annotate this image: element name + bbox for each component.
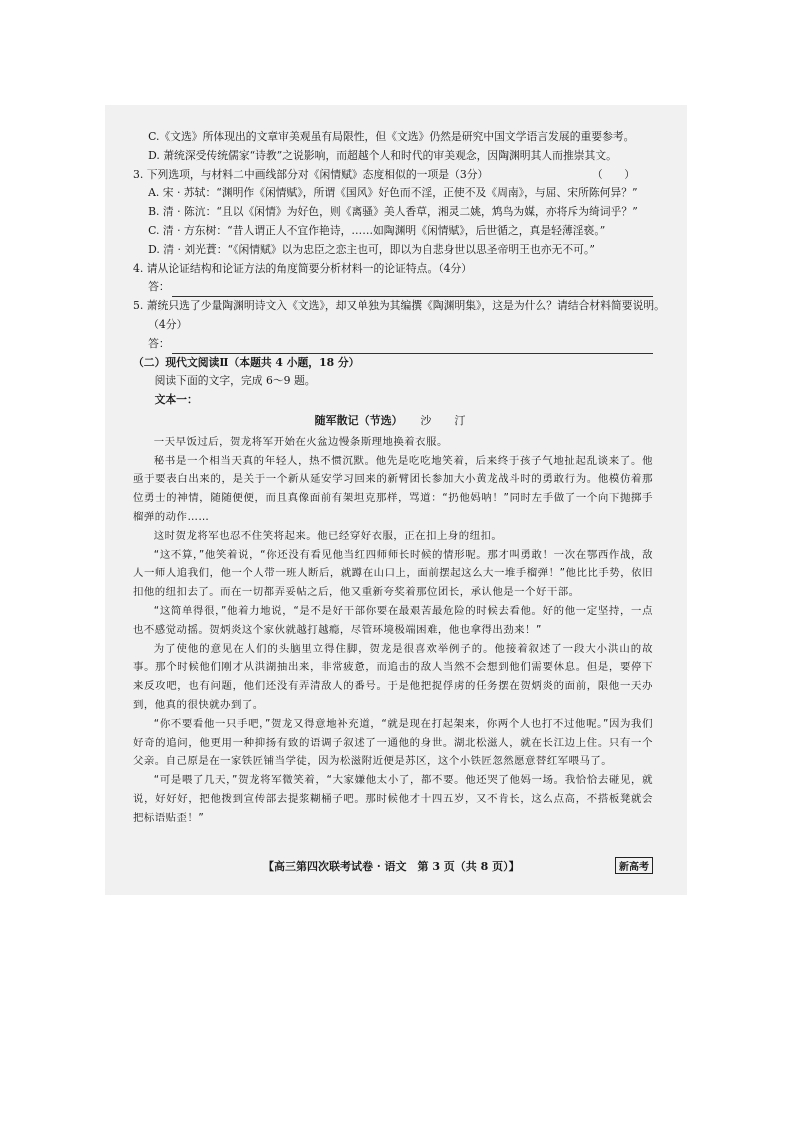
paragraph: 这时贺龙将军也忍不住笑将起来。他已经穿好衣服，正在扣上身的纽扣。 — [153, 529, 503, 542]
question-4-stem: 4. 请从论证结构和论证方法的角度简要分析材料一的论证特点。（4分） — [133, 261, 473, 275]
answer-label: 答： — [148, 280, 170, 294]
paragraph: “这不算，”他笑着说，“你还没有看见他当红四师师长时候的情形呢。那才叫勇敢！一次在鄂西作战，敌人一师人追我们，他一个人带一班人断后，就蹲在山口上，面前摆起这么大一堆手榴弹！”他比比手势，依旧扣他的纽扣去了。而在一切都弄妥帖之后，他又重新夸奖着那位团长，承认他是一个好干部。 — [133, 548, 653, 599]
section-heading: （二）现代文阅读Ⅱ（本题共 4 小题，18 分） — [133, 355, 360, 369]
q3-option-d: D. 清 · 刘光蕡：“《闲情赋》以为忠臣之恋主也可，即以为自悲身世以思圣帝明王也亦无不可。” — [148, 242, 595, 256]
question-4-answer-line[interactable] — [133, 278, 653, 297]
q3-option-c: C. 清 · 方东树：“昔人谓正人不宜作艳诗，……如陶渊明《闲情赋》，后世循之，真是轻薄淫亵。” — [148, 223, 606, 237]
answer-paren: （ ） — [591, 167, 635, 181]
q3-option-a: A. 宋 · 苏轼：“渊明作《闲情赋》，所谓《国风》好色而不淫，正使不及《周南》，与屈、宋所陈何异？” — [148, 186, 638, 200]
q3-option-b: B. 清 · 陈沆：“且以《闲情》为好色，则《离骚》美人香草，湘灵二姚，鸩鸟为媒，亦将斥为绮词乎？” — [148, 205, 638, 219]
paragraph: “可是喂了几天，”贺龙将军微笑着，“大家嫌他太小了，都不要。他还哭了他妈一场。我恰恰去碰见，就说，好好好，把他拨到宣传部去提浆糊桶子吧。那时候他才十四五岁，又不肯长，这么点高，不搭板凳就会把标语贴歪！” — [133, 774, 653, 824]
article-author: 沙 汀 — [420, 413, 472, 427]
question-3 — [133, 166, 653, 185]
paragraph: 一天早饭过后，贺龙将军开始在火盆边慢条斯理地换着衣服。 — [153, 435, 448, 448]
paragraph: “这简单得很，”他着力地说，“是不是好干部你要在最艰苦最危险的时候去看他。好的他一定坚持，一点也不感觉动摇。贺炳炎这个家伙就越打越瘾，尽管环境极端困难，他也拿得出劲来！” — [133, 604, 653, 636]
question-5-score: （4分） — [148, 317, 188, 331]
answer-label: 答： — [148, 336, 170, 350]
paragraph: 秘书是一个相当天真的年轻人，热不惯沉默。他先是吃吃地笑着，后来终于孩子气地扯起乱谈来了。他亟于要表白出来的，是关于一个新从延安学习回来的新臂团长参加大小黄龙战斗时的勇敢行为。他模仿着那位勇士的神情，随随便便，而且真像面前有架坦克那样，骂道：“扔他妈呐！”同时左手做了一个向下抛掷手榴弹的动作…… — [133, 454, 653, 523]
option-c-q2: C.《文选》所体现出的文章审美观虽有局限性，但《文选》仍然是研究中国文学语言发展的重要参考。 — [148, 130, 635, 143]
question-3-stem: 3. 下列选项，与材料二中画线部分对《闲情赋》态度相似的一项是（3分） — [133, 167, 489, 181]
text-label: 文本一： — [154, 393, 198, 407]
article-body — [133, 433, 653, 828]
answer-rule — [172, 341, 653, 354]
paragraph: “你不要看他一只手吧，”贺龙又得意地补充道，“就是现在打起架来，你两个人也打不过他呢。”因为我们好奇的追问，他更用一种抑扬有致的语调子叙述了一通他的身世。湖北松滋人，就在长江边上住。只有一个父亲。自己原是在一家铁匠铺当学徒，因为松滋附近便是苏区，这个小铁匠忽然愿意替红军喂马了。 — [133, 717, 653, 768]
question-5-answer-line[interactable] — [133, 335, 653, 354]
article-title: 随军散记（节选） — [314, 413, 403, 427]
exam-badge: 新高考 — [615, 857, 653, 874]
paragraph: 为了使他的意见在人们的头脑里立得住脚，贺龙是很喜欢举例子的。他接着叙述了一段大小洪山的故事。那个时候他们刚才从洪湖抽出来，非常疲惫，而追击的敌人当然不会想到他们需要休息。但是，要停下来反攻吧，也有问题，他们还没有弄清敌人的番号。于是他把捉俘虏的任务摆在贺炳炎的面前，限他一天办到，他真的很快就办到了。 — [133, 642, 653, 711]
section-instruction: 阅读下面的文字，完成 6～9 题。 — [154, 374, 316, 388]
footer-text: 【高三第四次联考试卷 · 语文 第 3 页（共 8 页）】 — [263, 860, 520, 873]
answer-rule — [172, 284, 653, 297]
exam-content — [133, 128, 665, 827]
option-d-q2: D. 萧统深受传统儒家“诗教”之说影响，而超越个人和时代的审美观念，因陶渊明其人而推崇其文。 — [148, 148, 617, 162]
question-5-stem: 5. 萧统只选了少量陶渊明诗文入《文选》，却又单独为其编撰《陶渊明集》，这是为什么？请结合材料简要说明。 — [133, 299, 665, 313]
article-title-row — [133, 412, 653, 431]
